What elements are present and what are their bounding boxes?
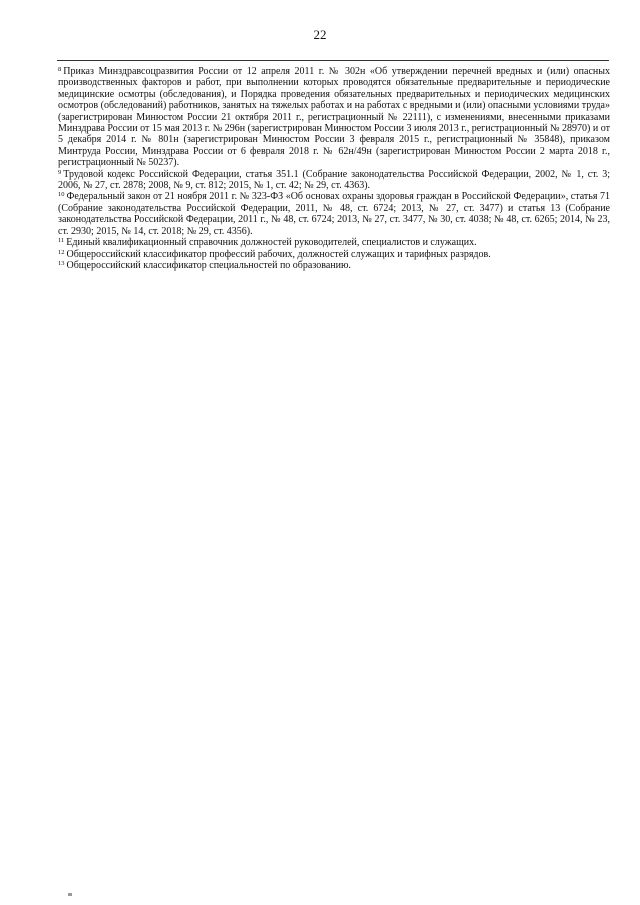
footnote-marker: 11	[58, 237, 65, 245]
footnote-text: Трудовой кодекс Российской Федерации, статья 351.1 (Собрание законодательства Российской Федерации, 2002, № 1, ст. 3; 2006, № 27, ст. 2878; 2008, № 9, ст. 812; 2015, № 1, ст. 42; № 29, ст. 4363).	[58, 168, 610, 192]
footnote-text: Приказ Минздравсоцразвития России от 12 апреля 2011 г. № 302н «Об утверждении перечней вредных и (или) опасных производственных факторов и работ, при выполнении которых проводятся обязательные предварительные и периодические медицинские осмотры (обследования), и Порядка проведения обязательных предварительных и периодических медицинских осмотров (обследований) работников, занятых на тяжелых работах и на работах с вредными и (или) опасными условиями труда» (зарегистрирован Минюстом России 21 октября 2011 г., регистрационный № 22111), с изменениями, внесенными приказами Минздрава России от 15 мая 2013 г. № 296н (зарегистрирован Минюстом России 3 июля 2013 г., регистрационный № 28970) и от 5 декабря 2014 г. № 801н (зарегистрирован Минюстом России 3 февраля 2015 г., регистрационный № 35848), приказом Минтруда России, Минздрава России от 6 февраля 2018 г. № 62н/49н (зарегистрирован Минюстом России 2 марта 2018 г., регистрационный № 50237).	[58, 66, 610, 169]
footnote-text: Общероссийский классификатор профессий рабочих, должностей служащих и тарифных разрядов.	[66, 248, 491, 260]
scan-artifact	[68, 893, 72, 896]
footnote-9	[58, 169, 610, 192]
footnote-8	[58, 66, 610, 169]
footnote-13	[58, 260, 610, 271]
footnote-12	[58, 249, 610, 260]
footnote-11	[58, 237, 610, 248]
footnote-10	[58, 191, 610, 237]
footnote-marker: 8	[58, 66, 62, 73]
footnotes-section	[58, 66, 610, 271]
footnote-marker: 13	[58, 259, 65, 267]
footnote-marker: 10	[58, 191, 65, 199]
footnote-separator	[57, 60, 609, 61]
footnote-text: Единый квалификационный справочник должностей руководителей, специалистов и служащих.	[66, 237, 477, 249]
page-number: 22	[313, 27, 327, 42]
footnote-text: Федеральный закон от 21 ноября 2011 г. № 323-ФЗ «Об основах охраны здоровья граждан в Российской Федерации», статья 71 (Собрание законодательства Российской Федерации, 2011, № 48, ст. 6724; 2013, № 27, ст. 3477) и статья 13 (Собрание законодательства Российской Федерации, 2011 г., № 48, ст. 6724; 2013, № 27, ст. 3477, № 30, ст. 4038; № 48, ст. 6265; 2014, № 23, ст. 2930; 2015, № 14, ст. 2018; № 29, ст. 4356).	[58, 191, 610, 237]
footnote-marker: 12	[58, 248, 65, 256]
footnote-marker: 9	[58, 168, 62, 176]
footnote-text: Общероссийский классификатор специальностей по образованию.	[66, 259, 351, 271]
